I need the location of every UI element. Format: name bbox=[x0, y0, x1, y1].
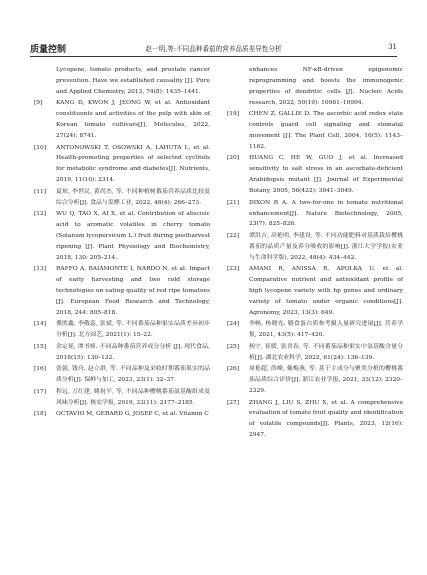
reference-item bbox=[227, 198, 403, 231]
reference-text: WU Q, TAO X, AI X, et al. Contribution of abscisic acid to aromatic volatiles in cherry tomato (Solanum lycopersicum L.) fruit during postharvest ripening [J]. Plant Physiology and Biochemistry, 2018, 130: 205–214. bbox=[56, 211, 210, 261]
reference-item bbox=[227, 109, 403, 153]
reference-item bbox=[34, 342, 210, 364]
running-header bbox=[30, 40, 397, 57]
reference-number: [26] bbox=[227, 366, 240, 373]
reference-text: OCTAVIO M, GERARD G, JOSEP C, et al. Vitamin C bbox=[56, 411, 209, 418]
reference-number: [20] bbox=[227, 155, 240, 162]
reference-item bbox=[227, 264, 403, 319]
reference-text: 夏琼, 李世民, 黄尚杰, 等. 不同种植树番茄营养品质比较及综合分析[J]. 食品与发酵工业, 2022, 48(4): 266–273. bbox=[56, 188, 210, 206]
reference-number: [17] bbox=[34, 388, 47, 395]
reference-text: AMANI R, ANISSA R, APOLKA U, et al. Comparative nutrient and antioxidant profile of high lycopene variety with hp genes and ordinary variety of tomato under organic conditions[J]. Agronomy, 2023, 13(3): 649. bbox=[249, 266, 403, 316]
reference-item bbox=[227, 231, 403, 264]
reference-text: 程远, 万红建, 姚祝平, 等. 不同品种樱桃番茄氨基酸组成及风味分析[J]. 核农学报, 2019, 33(11): 2177–2185. bbox=[56, 388, 210, 406]
reference-number: [13] bbox=[34, 266, 47, 273]
reference-text: 周艳超, 薛峰, 戴梅燕, 等. 基于主成分与聚类分析的樱桃番茄品质综合评价[J]. 浙江农业学报, 2021, 33(12): 2320–2329. bbox=[249, 366, 403, 395]
reference-column-right bbox=[227, 65, 403, 442]
reference-text: HUANG C, HE W, GUO J, et al. Increased sensitivity to salt stress in an ascorbate-deficient Arabidopsis mutant [J]. Journal of Experimental Botany, 2005, 56(422): 3041–3049. bbox=[249, 155, 403, 195]
reference-item bbox=[34, 98, 210, 142]
reference-item bbox=[34, 387, 210, 409]
reference-item bbox=[227, 364, 403, 397]
reference-text: RAFFO A, BAIAMONTE I, NARDO N, et al. Impact of early harvesting and two cold storage technologies on eating quality of red ripe tomatoes [J]. European Food Research and Technology, 2018, 244: 805–818. bbox=[56, 266, 210, 316]
reference-number: [10] bbox=[34, 144, 47, 151]
reference-item bbox=[34, 209, 210, 264]
reference-item bbox=[34, 409, 210, 420]
reference-item bbox=[34, 364, 210, 386]
reference-text: 李畅, 杨晓光. 膳食蛋白质参考摄入量研究进展[J]. 营养学报, 2021, 43(5): 417–420. bbox=[249, 321, 403, 339]
reference-text: 谭洪吉, 高艳明, 李建设, 等. 不同功能肥料对基质栽培樱桃番茄的品质产量及养分吸收的影响[J]. 浙江大学学报(农业与生命科学版), 2022, 48(4): 434–442. bbox=[249, 232, 403, 261]
reference-text: KANG D, KWON J, JEONG W, et al. Antioxidant constituents and activities of the pulp with skin of Korean tomato cultivars[J]. Molecules, 2022, 27(24): 8741. bbox=[56, 100, 210, 140]
journal-section-label: 质量控制 bbox=[30, 45, 67, 55]
reference-text: DIXON R A. A two-for-one in tomato nutritional enhancement[J]. Nature Biotechnology, 2005, 23(7): 825–826. bbox=[249, 199, 403, 228]
reference-number: [14] bbox=[34, 321, 47, 328]
reference-list bbox=[227, 109, 403, 441]
reference-continuation: enhances NF-κB-driven epigenomic reprogramming and boosts the immunogenic properties of dendritic cells [J]. Nucleic Acids research, 2022, 50(19): 10981–10994. bbox=[249, 67, 403, 106]
reference-continuation: Lycopene, tomato products, and prostate cancer prevention. Have we established causality [J]. Pure and Applied Chemistry, 2013, 74(8): 1435–1441. bbox=[56, 67, 210, 95]
reference-number: [16] bbox=[34, 366, 47, 373]
reference-item bbox=[227, 153, 403, 197]
reference-text: CHEN Z, GALLIE D. The ascorbic acid redox state controls guard cell signaling and stomatal movement [J]. The Plant Cell, 2004, 16(5): 1143–1162. bbox=[249, 111, 403, 150]
reference-number: [12] bbox=[34, 211, 47, 218]
reference-number: [22] bbox=[227, 232, 240, 239]
reference-number: [27] bbox=[227, 399, 240, 406]
reference-item bbox=[227, 398, 403, 442]
reference-number: [18] bbox=[34, 411, 47, 418]
reference-text: ANTONOWSKI T, OSOWSKI A, LAHUTA L, et al. Health-promoting properties of selected cyclitols for metabolic syndrome and diabetes[J]. Nutrients, 2019, 11(10): 2314. bbox=[56, 144, 210, 184]
reference-number: [9] bbox=[34, 100, 43, 107]
reference-item bbox=[34, 187, 210, 209]
reference-column-left bbox=[34, 65, 210, 421]
reference-number: [19] bbox=[227, 111, 240, 118]
reference-text: 余定瑶, 谭书桢. 不同品种番茄营养成分分析 [J]. 现代食品, 2018(15): 130–132. bbox=[56, 343, 210, 361]
reference-text: 冀胜鑫, 李敬蕊, 张斌, 等. 不同番茄品种果实品质差异初步分析[J]. 北方园艺, 2021(1): 15–22. bbox=[56, 321, 210, 339]
reference-item bbox=[34, 143, 210, 187]
reference-number: [11] bbox=[34, 188, 47, 195]
reference-text: 杨宇, 崔暖, 张喜春, 等. 不同番茄品种果实中氨基酸含量分析[J]. 湖北农业科学, 2022, 61(24): 136–139. bbox=[249, 343, 403, 361]
reference-text: ZHANG J, LIU S, ZHU X, et al. A comprehensive evaluation of tomato fruit quality and identification of volatile compounds[J]. Plants, 2023, 12(16): 2947. bbox=[249, 399, 403, 439]
reference-item bbox=[34, 319, 210, 341]
reference-item bbox=[227, 342, 403, 364]
reference-number: [24] bbox=[227, 321, 240, 328]
reference-number: [25] bbox=[227, 343, 240, 350]
reference-number: [21] bbox=[227, 199, 240, 206]
article-running-title: 赵一明,等:不同品种番茄的营养品质差异性分析 bbox=[145, 45, 282, 53]
reference-number: [15] bbox=[34, 343, 47, 350]
reference-item bbox=[227, 319, 403, 341]
reference-list bbox=[34, 98, 210, 420]
page-number: 31 bbox=[388, 43, 397, 51]
reference-text: 张强, 钱舟, 赵立群, 等. 不同品种及采收时期番茄果实的品质分析[J]. 保鲜与加工, 2023, 23(1): 32–37. bbox=[56, 366, 210, 384]
reference-item bbox=[34, 264, 210, 319]
reference-number: [23] bbox=[227, 266, 240, 273]
